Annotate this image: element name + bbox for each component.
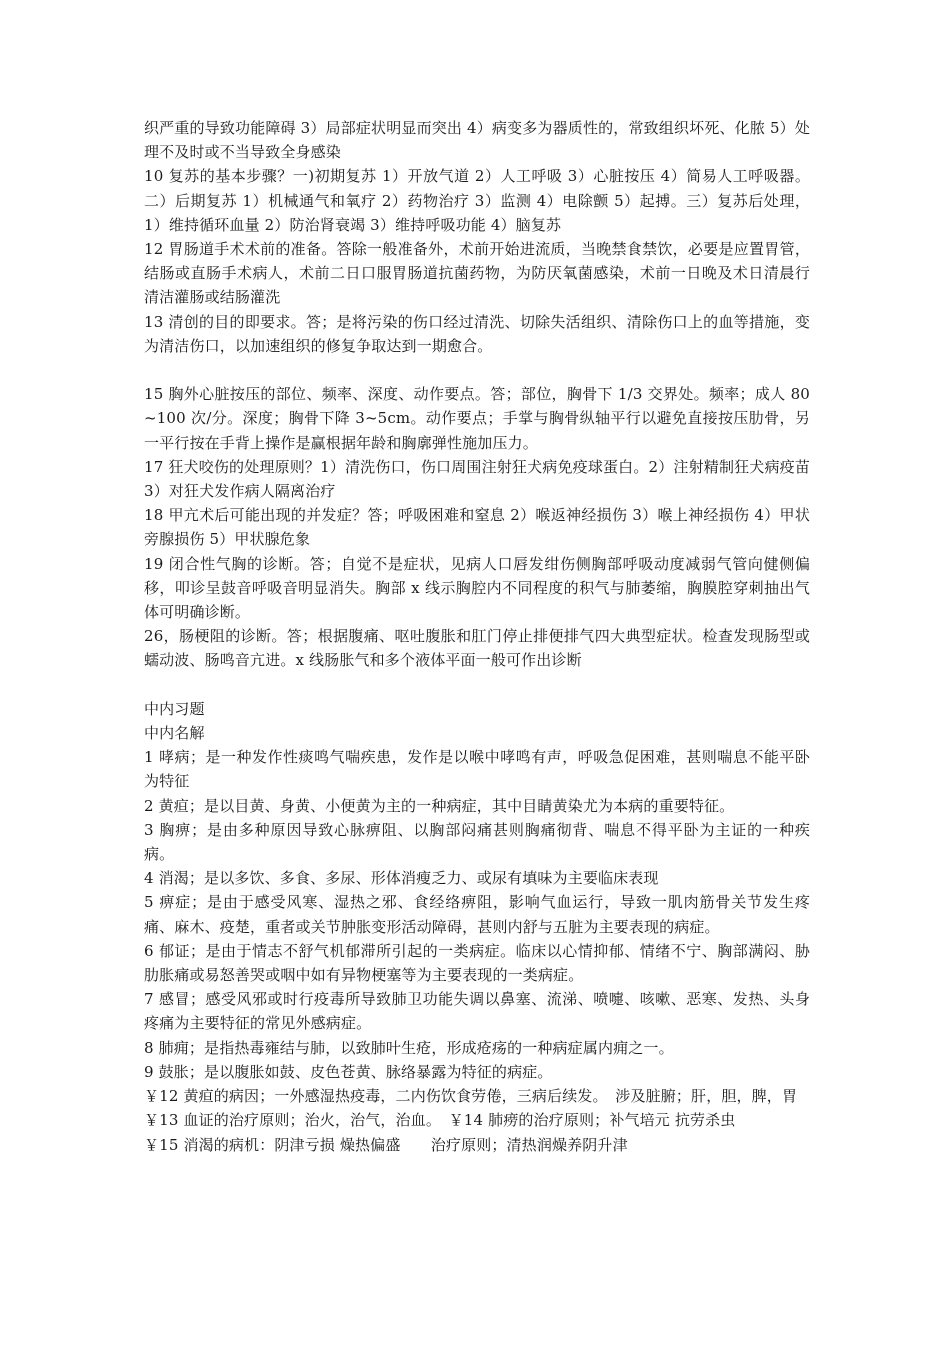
definition-7: 7 感冒；感受风邪或时行疫毒所导致肺卫功能失调以鼻塞、流涕、喷嚏、咳嗽、恶寒、发热、头身疼痛为主要特征的常见外感病症。 xyxy=(144,990,810,1033)
paragraph-8: 19 闭合性气胸的诊断。答；自觉不是症状，见病人口唇发绀伤侧胸部呼吸动度减弱气管向健侧偏移，叩诊呈鼓音呼吸音明显消失。胸部 x 线示胸腔内不同程度的积气与肺萎缩，胸膜腔穿刺抽出气体可明确诊断。 xyxy=(144,554,810,622)
paragraph-3: 12 胃肠道手术术前的准备。答除一般准备外，术前开始进流质，当晚禁食禁饮，必要是应置胃管，结肠或直肠手术病人，术前二日口服胃肠道抗菌药物，为防厌氧菌感染，术前一日晚及术日清晨行清洁灌肠或结肠灌洗 xyxy=(144,240,810,307)
definition-6: 6 郁证；是由于情志不舒气机郁滞所引起的一类病症。临床以心情抑郁、情绪不宁、胸部满闷、胁肋胀痛或易怒善哭或咽中如有异物梗塞等为主要表现的一类病症。 xyxy=(144,941,810,985)
definition-8: 8 肺痈；是指热毒雍结与肺，以致肺叶生疮，形成疮疡的一种病症属内痈之一。 xyxy=(144,1038,674,1057)
note-13-14: ￥13 血证的治疗原则；治火，治气，治血。 ￥14 肺痨的治疗原则；补气培元 抗劳杀虫 xyxy=(144,1111,736,1130)
document-page xyxy=(144,116,810,1157)
definition-4: 4 消渴；是以多饮、多食、多尿、形体消瘦乏力、或尿有填味为主要临床表现 xyxy=(144,869,659,888)
blank-line xyxy=(144,673,810,697)
section-heading-1: 中内习题 xyxy=(144,699,205,718)
note-12: ￥12 黄疸的病因；一外感湿热疫毒，二内伤饮食劳倦，三病后续发。 涉及脏腑；肝，胆，脾，胃 xyxy=(144,1087,798,1106)
definition-9: 9 鼓胀；是以腹胀如鼓、皮色苍黄、脉络暴露为特征的病症。 xyxy=(144,1062,553,1081)
paragraph-6: 17 狂犬咬伤的处理原则？1）清洗伤口，伤口周围注射狂犬病免疫球蛋白。2）注射精制狂犬病疫苗 3）对狂犬发作病人隔离治疗 xyxy=(144,457,810,501)
paragraph-1: 织严重的导致功能障碍 3）局部症状明显而突出 4）病变多为器质性的，常致组织坏死、化脓 5）处理不及时或不当导致全身感染 xyxy=(144,119,810,162)
definition-5: 5 痹症；是由于感受风寒、湿热之邪、食经络痹阻，影响气血运行，导致一肌肉筋骨关节发生疼痛、麻木、疫楚，重者或关节肿胀变形活动障碍，甚则内舒与五脏为主要表现的病症。 xyxy=(144,893,811,936)
paragraph-4: 13 清创的目的即要求。答；是将污染的伤口经过清洗、切除失活组织、清除伤口上的血等措施，变为清洁伤口，以加速组织的修复争取达到一期愈合。 xyxy=(144,312,810,355)
section-heading-2: 中内名解 xyxy=(144,724,205,743)
definition-1: 1 哮病；是一种发作性痰鸣气喘疾患，发作是以喉中哮鸣有声，呼吸急促困难，甚则喘息不能平卧为特征 xyxy=(144,748,810,791)
paragraph-2: 10 复苏的基本步骤？一)初期复苏 1）开放气道 2）人工呼吸 3）心脏按压 4）简易人工呼吸器。二）后期复苏 1）机械通气和氧疗 2）药物治疗 3）监测 4）电除颤 5）起搏。三）复苏后处理，1）维持循环血量 2）防治肾衰竭 3）维持呼吸功能 4）脑复苏 xyxy=(144,167,810,234)
blank-line xyxy=(144,358,810,382)
paragraph-5: 15 胸外心脏按压的部位、频率、深度、动作要点。答；部位，胸骨下 1/3 交界处。频率；成人 80~100 次/分。深度；胸骨下降 3~5cm。动作要点；手掌与胸骨纵轴平行以避免直接按压肋骨，另一平行按在手背上操作是赢根据年龄和胸廓弹性施加压力。 xyxy=(144,385,810,452)
definition-3: 3 胸痹；是由多种原因导致心脉痹阻、以胸部闷痛甚则胸痛彻背、喘息不得平卧为主证的一种疾病。 xyxy=(144,820,811,864)
definition-2: 2 黄疸；是以目黄、身黄、小便黄为主的一种病症，其中目睛黄染尤为本病的重要特征。 xyxy=(144,796,735,815)
paragraph-7: 18 甲亢术后可能出现的并发症？答；呼吸困难和窒息 2）喉返神经损伤 3）喉上神经损伤 4）甲状旁腺损伤 5）甲状腺危象 xyxy=(144,506,810,549)
note-15: ￥15 消渴的病机：阴津亏损 燥热偏盛 治疗原则；清热润燥养阴升津 xyxy=(144,1135,628,1154)
paragraph-9: 26，肠梗阻的诊断。答；根据腹痛、呕吐腹胀和肛门停止排便排气四大典型症状。检查发现肠型或蠕动波、肠鸣音亢进。x 线肠胀气和多个液体平面一般可作出诊断 xyxy=(144,627,810,670)
